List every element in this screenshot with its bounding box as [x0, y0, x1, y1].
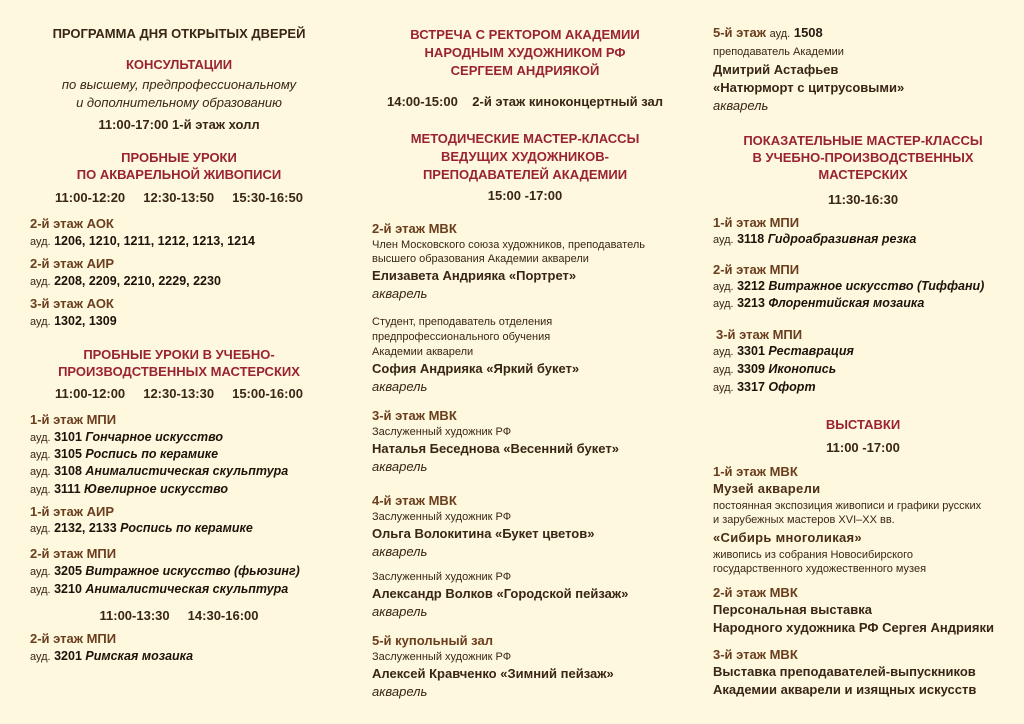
room-number: 3108: [54, 464, 82, 478]
meeting-heading-2: НАРОДНЫМ ХУДОЖНИКОМ РФ: [424, 45, 626, 60]
subject: Роспись по керамике: [85, 447, 219, 461]
floor-label: 1-й этаж МПИ: [30, 412, 117, 427]
medium: акварель: [372, 544, 428, 559]
room-numbers: 1302, 1309: [54, 314, 117, 328]
consult-time: 11:00-17:00 1-й этаж холл: [98, 117, 260, 132]
subject: Витражное искусство (фьюзинг): [85, 564, 300, 578]
subject: Ювелирное искусство: [84, 482, 228, 496]
room-number: 3210: [54, 582, 82, 596]
room-row: [30, 564, 300, 578]
museum-desc: постоянная экспозиция живописи и графики русских: [713, 500, 982, 512]
room-number: 3201: [54, 649, 82, 663]
floor-label: 3-й этаж МПИ: [716, 327, 803, 342]
aud-prefix: ауд.: [30, 316, 51, 328]
demo-heading-2: В УЧЕБНО-ПРОИЗВОДСТВЕННЫХ: [752, 150, 974, 165]
siberia-title: «Сибирь многоликая»: [713, 530, 862, 545]
room-list: [30, 274, 221, 288]
subject: Флорентийская мозаика: [768, 296, 925, 310]
subject: Гончарное искусство: [85, 430, 224, 444]
methodic-time: 15:00 -17:00: [487, 188, 563, 203]
room-number: 3301: [737, 344, 765, 358]
siberia-desc: государственного художественного музея: [713, 563, 927, 575]
room-number: 3101: [54, 430, 82, 444]
room-number: 3213: [737, 296, 765, 310]
medium: акварель: [372, 459, 428, 474]
artist-name: Александр Волков «Городской пейзаж»: [372, 586, 629, 601]
trial-workshops-times: 11:00-12:00 12:30-13:30 15:00-16:00: [55, 386, 303, 401]
demo-time: 11:30-16:30: [827, 192, 899, 207]
room-number: 3118: [737, 232, 765, 246]
room-row: [713, 362, 836, 376]
artist-name: Ольга Волокитина «Букет цветов»: [372, 526, 595, 541]
museum-title: Музей акварели: [713, 481, 821, 496]
medium: акварель: [372, 684, 428, 699]
room-numbers: 1206, 1210, 1211, 1212, 1213, 1214: [54, 234, 255, 248]
floor-label: 4-й этаж МВК: [372, 493, 457, 508]
floor-label: 2-й этаж МПИ: [30, 631, 117, 646]
subject: Офорт: [768, 380, 816, 394]
room-list: [30, 314, 117, 328]
consult-line-1: по высшему, предпрофессиональному: [61, 77, 297, 92]
subject: Римская мозаика: [85, 649, 194, 663]
aud-prefix: ауд.: [713, 281, 734, 293]
teachers-exhibition: Выставка преподавателей-выпускников: [713, 664, 976, 679]
room-row: [30, 447, 218, 461]
artist-desc: Член Московского союза художников, преподаватель: [372, 239, 645, 251]
room-number: 3309: [737, 362, 765, 376]
medium: акварель: [372, 379, 428, 394]
aud-prefix: ауд.: [30, 449, 51, 461]
room-numbers: 2208, 2209, 2210, 2229, 2230: [54, 274, 221, 288]
artist-name: Дмитрий Астафьев: [713, 62, 839, 77]
program-title: ПРОГРАММА ДНЯ ОТКРЫТЫХ ДВЕРЕЙ: [52, 26, 306, 41]
floor-label: 3-й этаж МВК: [713, 647, 798, 662]
aud-prefix: ауд.: [30, 566, 51, 578]
room-row: [30, 464, 288, 478]
artist-desc: Студент, преподаватель отделения: [372, 316, 553, 328]
astafiev-location: [713, 25, 823, 40]
exhibitions-heading: ВЫСТАВКИ: [825, 417, 901, 432]
room-row: [30, 430, 223, 444]
floor-label: 5-й этаж: [713, 25, 766, 40]
medium: акварель: [372, 286, 428, 301]
exhibitions-time: 11:00 -17:00: [826, 440, 900, 455]
artist-name: Елизавета Андрияка «Портрет»: [372, 268, 577, 283]
personal-exhibition: Народного художника РФ Сергея Андрияки: [713, 620, 995, 635]
aud-prefix: ауд.: [713, 298, 734, 310]
aud-prefix: ауд.: [30, 523, 51, 535]
artist-desc: Заслуженный художник РФ: [372, 511, 512, 523]
floor-label: 2-й этаж АОК: [30, 216, 114, 231]
teachers-exhibition: Академии акварели и изящных искусств: [713, 682, 977, 697]
room-number: 3317: [737, 380, 765, 394]
room-number: 3205: [54, 564, 82, 578]
trial-workshops-times-2: 11:00-13:30 14:30-16:00: [99, 608, 259, 623]
consult-heading: КОНСУЛЬТАЦИИ: [125, 57, 233, 72]
floor-label: 5-й купольный зал: [372, 633, 493, 648]
aud-prefix: ауд.: [30, 651, 51, 663]
floor-label: 2-й этаж МВК: [713, 585, 798, 600]
room-number: 3105: [54, 447, 82, 461]
artist-desc: Заслуженный художник РФ: [372, 426, 512, 438]
trial-watercolor-heading-2: ПО АКВАРЕЛЬНОЙ ЖИВОПИСИ: [76, 167, 282, 182]
subject: Гидроабразивная резка: [767, 232, 917, 246]
demo-heading-3: МАСТЕРСКИХ: [818, 167, 908, 182]
methodic-heading-1: МЕТОДИЧЕСКИЕ МАСТЕР-КЛАССЫ: [410, 131, 640, 146]
demo-heading-1: ПОКАЗАТЕЛЬНЫЕ МАСТЕР-КЛАССЫ: [743, 133, 983, 148]
consult-line-2: и дополнительному образованию: [76, 95, 282, 110]
trial-watercolor-heading-1: ПРОБНЫЕ УРОКИ: [121, 150, 237, 165]
room-row: [713, 279, 984, 293]
room-row: [713, 380, 816, 394]
floor-label: 3-й этаж АОК: [30, 296, 114, 311]
aud-prefix: ауд.: [713, 346, 734, 358]
meeting-heading-1: ВСТРЕЧА С РЕКТОРОМ АКАДЕМИИ: [410, 27, 640, 42]
artist-name: София Андрияка «Яркий букет»: [372, 361, 580, 376]
subject: Роспись по керамике: [120, 521, 253, 535]
subject: Витражное искусство (Тиффани): [768, 279, 985, 293]
floor-label: 1-й этаж МВК: [713, 464, 798, 479]
artist-name: Наталья Беседнова «Весенний букет»: [372, 441, 619, 456]
aud-prefix: ауд.: [713, 364, 734, 376]
subject: Анималистическая скульптура: [85, 582, 289, 596]
subject: Анималистическая скульптура: [85, 464, 289, 478]
room-row: [30, 521, 253, 535]
artist-desc: высшего образования Академии акварели: [372, 253, 589, 265]
aud-prefix: ауд.: [30, 236, 51, 248]
aud-prefix: ауд.: [30, 432, 51, 444]
artwork-title: «Натюрморт с цитрусовыми»: [713, 80, 905, 95]
room-row: [713, 344, 854, 358]
meeting-heading-3: СЕРГЕЕМ АНДРИЯКОЙ: [450, 63, 600, 78]
artist-desc: Заслуженный художник РФ: [372, 571, 512, 583]
artist-name: Алексей Кравченко «Зимний пейзаж»: [372, 666, 614, 681]
floor-label: 2-й этаж МПИ: [713, 262, 800, 277]
room-row: [713, 296, 924, 310]
artist-desc: преподаватель Академии: [713, 46, 844, 58]
aud-prefix: ауд.: [30, 484, 51, 496]
room-number: 1508: [793, 25, 823, 40]
medium: акварель: [372, 604, 428, 619]
aud-prefix: ауд.: [30, 466, 51, 478]
room-row: [713, 232, 916, 246]
room-row: [30, 482, 228, 496]
room-row: [30, 649, 193, 663]
museum-desc: и зарубежных мастеров XVI–XX вв.: [713, 514, 895, 526]
subject: Реставрация: [768, 344, 854, 358]
methodic-heading-3: ПРЕПОДАВАТЕЛЕЙ АКАДЕМИИ: [422, 167, 628, 182]
trial-workshops-heading-1: ПРОБНЫЕ УРОКИ В УЧЕБНО-: [83, 347, 275, 362]
floor-label: 2-й этаж АИР: [30, 256, 114, 271]
room-row: [30, 582, 288, 596]
personal-exhibition: Персональная выставка: [713, 602, 872, 617]
trial-workshops-heading-2: ПРОИЗВОДСТВЕННЫХ МАСТЕРСКИХ: [58, 364, 300, 379]
meeting-time: 14:00-15:00 2-й этаж киноконцертный зал: [387, 94, 663, 109]
artist-desc: Академии акварели: [372, 346, 474, 358]
trial-watercolor-times: 11:00-12:20 12:30-13:50 15:30-16:50: [55, 190, 303, 205]
aud-prefix: ауд.: [30, 584, 51, 596]
room-number: 3212: [737, 279, 765, 293]
aud-prefix: ауд.: [769, 28, 791, 40]
floor-label: 2-й этаж МПИ: [30, 546, 117, 561]
room-list: [30, 234, 255, 248]
methodic-heading-2: ВЕДУЩИХ ХУДОЖНИКОВ-: [441, 149, 609, 164]
subject: Иконопись: [768, 362, 837, 376]
artist-desc: предпрофессионального обучения: [372, 331, 551, 343]
medium: акварель: [713, 98, 769, 113]
artist-desc: Заслуженный художник РФ: [372, 651, 512, 663]
floor-label: 3-й этаж МВК: [372, 408, 457, 423]
floor-label: 2-й этаж МВК: [372, 221, 457, 236]
floor-label: 1-й этаж МПИ: [713, 215, 800, 230]
aud-prefix: ауд.: [713, 234, 734, 246]
aud-prefix: ауд.: [30, 276, 51, 288]
siberia-desc: живопись из собрания Новосибирского: [713, 549, 914, 561]
floor-label: 1-й этаж АИР: [30, 504, 114, 519]
aud-prefix: ауд.: [713, 382, 734, 394]
room-number: 3111: [54, 482, 81, 496]
room-number: 2132, 2133: [54, 521, 117, 535]
